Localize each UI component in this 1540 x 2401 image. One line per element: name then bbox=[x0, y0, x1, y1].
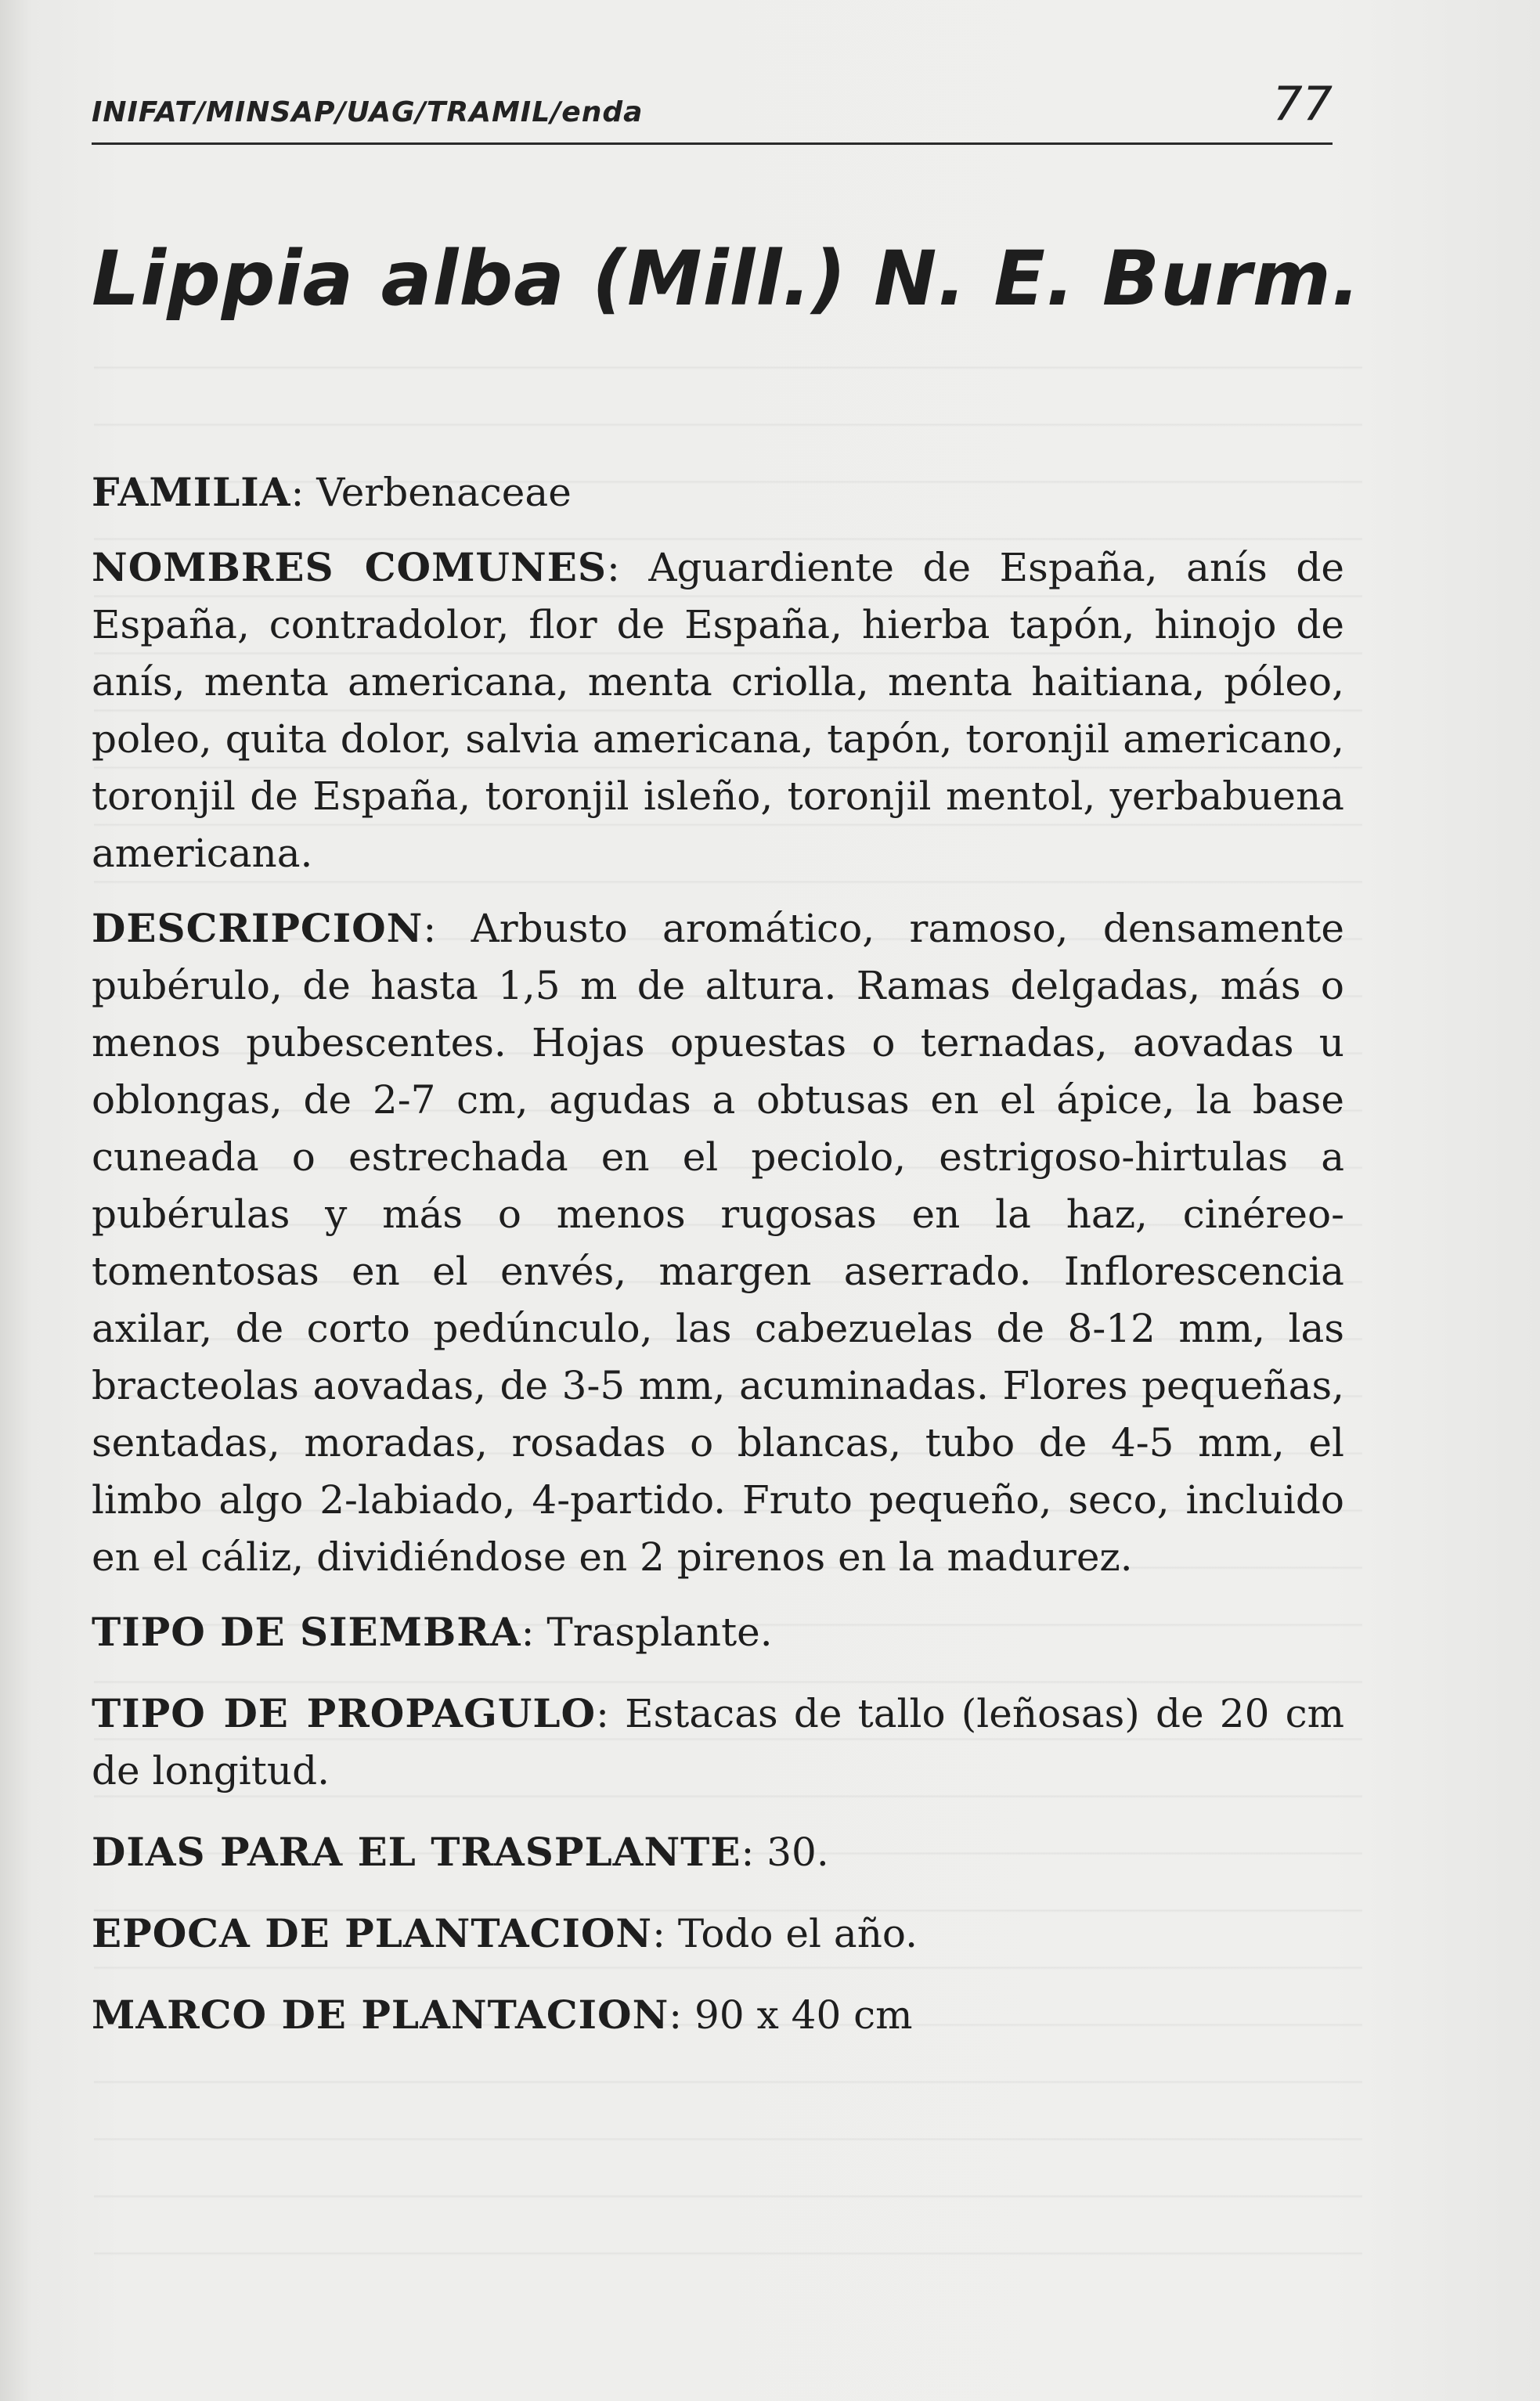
siembra-colon: : bbox=[521, 1610, 547, 1655]
siembra-paragraph bbox=[92, 1603, 1344, 1661]
nombres-label: NOMBRES COMUNES bbox=[92, 544, 607, 590]
propagulo-colon: : bbox=[596, 1691, 626, 1736]
dias-value: 30. bbox=[766, 1830, 829, 1875]
epoca-value: Todo el año. bbox=[677, 1911, 918, 1956]
familia-label: FAMILIA bbox=[92, 469, 291, 515]
species-title: Lippia alba (Mill.) N. E. Burm. bbox=[92, 235, 1361, 323]
nombres-colon: : bbox=[606, 545, 649, 590]
siembra-label: TIPO DE SIEMBRA bbox=[92, 1609, 521, 1655]
descripcion-label: DESCRIPCION bbox=[92, 905, 424, 951]
familia-colon: : bbox=[290, 470, 317, 515]
page-number: 77 bbox=[1272, 77, 1333, 132]
descripcion-colon: : bbox=[423, 906, 471, 951]
descripcion-paragraph bbox=[92, 899, 1344, 1586]
dias-paragraph bbox=[92, 1823, 1344, 1881]
entry-body bbox=[92, 463, 1344, 2068]
dias-colon: : bbox=[741, 1830, 767, 1875]
nombres-value: Aguardiente de España, anís de España, contradolor, flor de España, hierba tapón, hinojo de anís, menta americana, menta criolla, menta haitiana, póleo, poleo, quita dolor, salvia americana, tapón, toronjil americano, toronjil de España, toronjil isleño, toronjil mentol, yerbabuena americana. bbox=[92, 545, 1344, 876]
marco-colon: : bbox=[669, 1992, 695, 2038]
header-source: INIFAT/MINSAP/UAG/TRAMIL/enda bbox=[92, 96, 644, 128]
marco-paragraph bbox=[92, 1986, 1344, 2044]
descripcion-value: Arbusto aromático, ramoso, densamente pubérulo, de hasta 1,5 m de altura. Ramas delgadas, más o menos pubescentes. Hojas opuestas o ternadas, aovadas u oblongas, de 2-7 cm, agudas a obtusas en el ápice, la base cuneada o estrechada en el peciolo, estrigoso-hirtulas a pubérulas y más o menos rugosas en la haz, cinéreo-tomentosas en el envés, margen aserrado. Inflorescencia axilar, de corto pedúnculo, las cabezuelas de 8-12 mm, las bracteolas aovadas, de 3-5 mm, acuminadas. Flores pequeñas, sentadas, moradas, rosadas o blancas, tubo de 4-5 mm, el limbo algo 2-labiado, 4-partido. Fruto pequeño, seco, incluido en el cáliz, dividiéndose en 2 pirenos en la madurez. bbox=[92, 906, 1344, 1580]
marco-label: MARCO DE PLANTACION bbox=[92, 1992, 669, 2038]
marco-value: 90 x 40 cm bbox=[694, 1992, 913, 2038]
propagulo-value: Estacas de tallo (leñosas) de 20 cm de longitud. bbox=[92, 1691, 1344, 1794]
nombres-paragraph bbox=[92, 539, 1344, 882]
running-header bbox=[92, 64, 1333, 145]
siembra-value: Trasplante. bbox=[546, 1610, 773, 1655]
epoca-label: EPOCA DE PLANTACION bbox=[92, 1910, 653, 1956]
familia-value: Verbenaceae bbox=[316, 470, 572, 515]
familia-paragraph bbox=[92, 463, 1344, 521]
propagulo-paragraph bbox=[92, 1685, 1344, 1800]
propagulo-label: TIPO DE PROPAGULO bbox=[92, 1690, 597, 1736]
dias-label: DIAS PARA EL TRASPLANTE bbox=[92, 1829, 741, 1875]
epoca-paragraph bbox=[92, 1905, 1344, 1963]
epoca-colon: : bbox=[652, 1911, 678, 1956]
